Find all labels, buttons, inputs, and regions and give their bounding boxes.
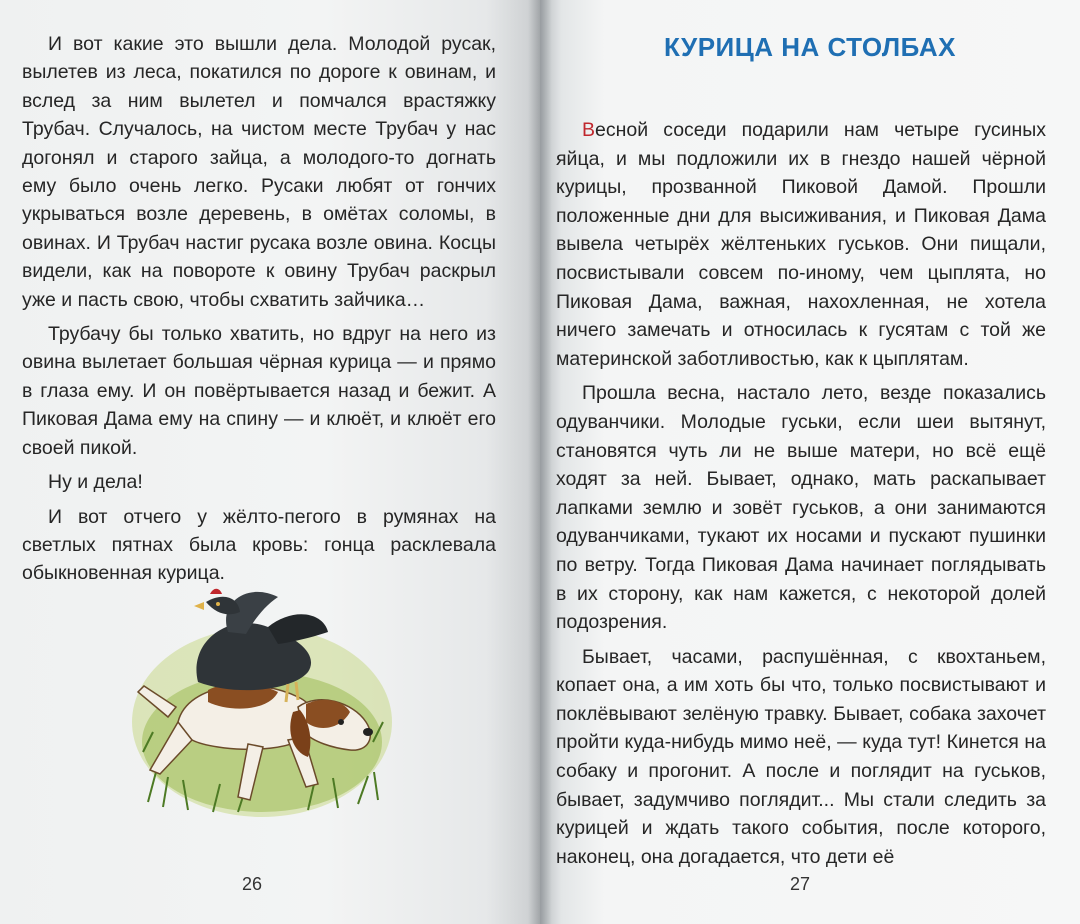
right-paragraph-1: [556, 116, 1046, 373]
book-gutter: [528, 0, 552, 924]
hen-attacking-dog-illustration: [128, 572, 396, 822]
left-paragraph-2: Трубачу бы только хватить, но вдруг на него из овина вылетает большая чёрная курица — и прямо в глаза ему. И он повёртывается назад и бежит. А Пиковая Дама ему на спину — и клюёт, и клюёт его своей пикой.: [22, 323, 496, 459]
left-paragraph-4: И вот отчего у жёлто-пегого в румянах на светлых пятнах была кровь: гонца расклевала обыкновенная курица.: [22, 505, 496, 585]
left-paragraph-1: И вот какие это вышли дела. Молодой русак, вылетев из леса, покатился по дороге к овинам, и вслед за ним вылетел и помчался врастяжку Трубач. Случалось, на чистом месте Трубач у нас догонял и старого зайца, а молодого-то догнать ему было очень легко. Русаки любят от гончих укрываться возле деревень, в омётах соломы, в овинах. И Трубач настиг русака возле овина. Косцы видели, как на повороте к овину Трубач раскрыл уже и пасть свою, чтобы схватить зайчика…: [22, 33, 496, 311]
drop-letter: В: [582, 119, 596, 141]
left-page-text: [22, 30, 496, 594]
left-paragraph-3: Ну и дела!: [48, 471, 143, 494]
chapter-title: КУРИЦА НА СТОЛБАХ: [664, 32, 956, 62]
right-paragraph-1-text: есной соседи подарили нам четыре гусиных яйца, и мы подложили их в гнездо нашей чёрной курицы, прозванной Пиковой Дамой. Прошли положенные дни для высиживания, и Пиковая Дама вывела четырёх жёлтеньких гуськов. Они пищали, посвистывали совсем по-иному, чем цыплята, но Пиковая Дама, важная, нахохленная, не хотела ничего замечать и относилась к гусятам с той же материнской заботливостью, как к цыплятам.: [556, 119, 1046, 370]
page-number-left: 26: [242, 874, 263, 894]
right-page-text: [556, 116, 1046, 877]
right-paragraph-2: Прошла весна, настало лето, везде показались одуванчики. Молодые гуськи, если шеи вытянут, становятся чуть ли не выше матери, но всё ещё ходят за ней. Бывает, однако, мать раскапывает лапками землю и зовёт гуськов, а они занимаются одуванчиками, тукают их носами и пускают пушинки по ветру. Тогда Пиковая Дама начинает поглядывать в их сторону, как нам кажется, с некоторой долей подозрения.: [556, 382, 1046, 634]
right-paragraph-3: Бывает, часами, распушённая, с квохтаньем, копает она, а им хоть бы что, только посвистывают и поклёвывают зелёную травку. Бывает, собака захочет пройти куда-нибудь мимо неё, — куда тут! Кинется на собаку и прогонит. А после и поглядит на гуськов, бывает, задумчиво поглядит... Мы стали следить за курицей и ждать такого события, после которого, наконец, она догадается, что дети её: [556, 645, 1046, 868]
page-number-right: 27: [790, 874, 811, 894]
